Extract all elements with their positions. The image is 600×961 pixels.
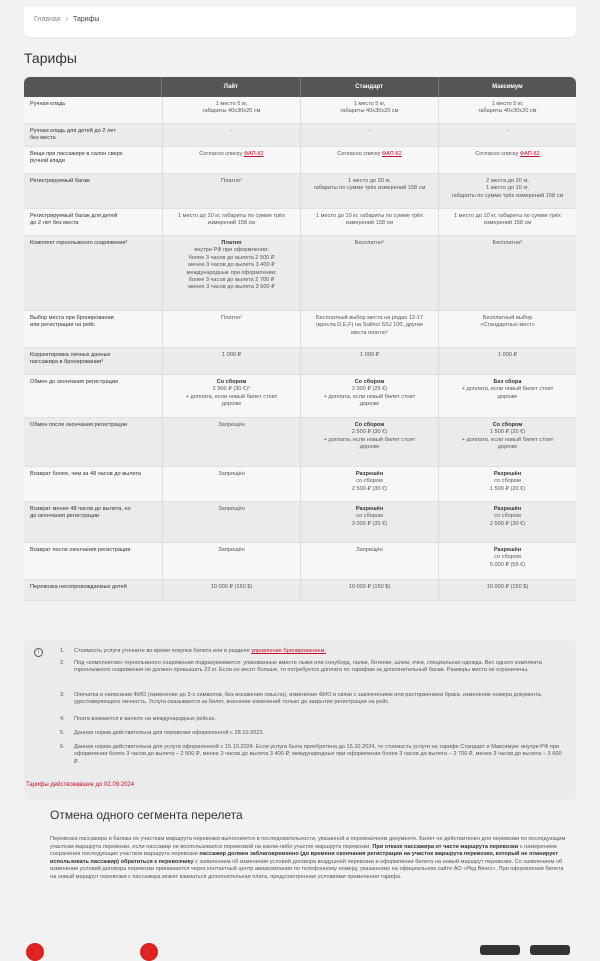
row-label: Ручная кладь для детей до 2 лет без места [30, 128, 116, 142]
google-play-badge[interactable] [530, 945, 570, 955]
row-label: Выбор места при бронировании или регистрации на рейс [30, 315, 114, 329]
row-value: 10 000 ₽ (150 $) [300, 580, 438, 600]
section-text: Перевозка пассажира и багажа по участкам маршрута перевозки выполняется в последовательности, указанной в перевозочном документе. Билет не действителен для перевозки по последующим участкам маршрута перевозки, если пассажир не воспользовался перевозкой на каком-либо участке маршрута перевозки. При отказе пассажира от части маршрута перевозки с намерением сохранения последующих участков маршрута перевозки пассажир должен заблаговременно (до времени окончания регистрации на участок маршрута перевозки, который не планирует использовать пассажир) обратиться к перевозчику с заявлением об изменении условий договора воздушной перевозки и оформлении билета на новый маршрут перевозки. Со заявлением об изменении условий договора перевозки принимается через контактный центр авиакомпании по телефонному номеру, указанному на официальном сайте АО «Ред Вингс». При оформлении билета на новый маршрут перевозки с пассажира может взиматься дополнительная плата, предусмотренная условиями применения тарифа. [50, 836, 566, 880]
row-label: Возврат после окончания регистрации [30, 547, 131, 553]
row-label: Ручная кладь [30, 101, 66, 107]
row-value: Бесплатно⁶ [438, 236, 576, 310]
row-value: Бесплатный выбор места на рядах 12-17 (кресла D,E,F) на Sukhoi SSJ 100, другие места платно¹ [300, 311, 438, 347]
row-value: Запрещён [300, 543, 438, 579]
row-value: 1 место до 10 кг, габариты по сумме трёх измерений 158 см [300, 209, 438, 235]
row-value: 1 000 ₽ [162, 348, 300, 374]
fap-82-link[interactable]: ФАП-82 [243, 151, 264, 157]
row-value: 1 место до 10 кг, габариты по сумме трёх измерений 158 см [162, 209, 300, 235]
row-label: Регистрируемый багаж [30, 178, 90, 184]
row-label: Корректировка личных данных пассажира в бронировании³ [30, 352, 111, 366]
row-value: 2 места до 20 кг, 1 место до 10 кг, габариты по сумме трёх измерений 158 см [438, 174, 576, 208]
notes-panel [24, 640, 576, 800]
table-row [24, 209, 576, 236]
row-value: 1 место до 10 кг, габариты по сумме трёх измерений 158 см [438, 209, 576, 235]
row-value: - [438, 124, 576, 146]
row-value: 1 000 ₽ [300, 348, 438, 374]
breadcrumb-current: Тарифы [73, 16, 100, 23]
table-row [24, 236, 576, 311]
table-row [24, 311, 576, 348]
row-value: Бесплатно⁶ [300, 236, 438, 310]
table-body [24, 97, 576, 601]
row-value: Платно¹ [162, 174, 300, 208]
breadcrumb-bar [24, 7, 576, 37]
row-value: Со сбором 2 000 ₽ (25 €) + доплата, если новый билет стоит дороже [300, 375, 438, 417]
row-label: Перевозка несопровождаемых детей [30, 584, 127, 590]
old-tariffs-link[interactable]: Тарифы действовавшие до 02.09.2024 [26, 782, 135, 788]
table-row [24, 124, 576, 147]
table-header [24, 77, 576, 97]
footer-logo-icon [26, 943, 44, 961]
row-value: Со сбором 2 500 ₽ (30 €)⁴ + доплата, если новый билет стоит дороже [162, 375, 300, 417]
note-4: 4. Плата взимается в валюте на международных рейсах. [60, 716, 216, 722]
note-2-text: Под «комплектом» горнолыжного снаряжения подразумевается: упакованные вместе лыжи или сноуборд, палки, ботинки, шлем, очки, специальная одежда. Вес одного комплекта горнолыжного снаряжения не должен превышать 23 кг. Если он весит больше, то потребуется доплата по тарифам за дополнительный багаж. Размеры места не ограничены. [74, 660, 542, 674]
row-value: 1 место 5 кг, габариты 40х30х20 см [300, 97, 438, 123]
fap-82-link[interactable]: ФАП-82 [381, 151, 402, 157]
section-title: Отмена одного сегмента перелета [50, 808, 243, 822]
row-value: 10 000 ₽ (150 $) [162, 580, 300, 600]
row-value: Запрещён [162, 543, 300, 579]
row-label: Комплект горнолыжного снаряжения² [30, 240, 128, 246]
row-value: Бесплатный выбор «Стандартных мест» [438, 311, 576, 347]
row-value: Согласно списку ФАП-82 [300, 147, 438, 173]
tariff-table [24, 77, 576, 601]
breadcrumb-home[interactable]: Главная [34, 16, 61, 23]
row-label: Возврат более, чем за 48 часов до вылета [30, 471, 141, 477]
table-row [24, 543, 576, 580]
note-4-text: Плата взимается в валюте на международных рейсах. [74, 716, 216, 722]
row-value: Со сбором 1 500 ₽ (20 €) + доплата, если новый билет стоит дороже [438, 418, 576, 466]
note-3-text: Опечатка в написании ФИО (изменение до 3-х символов, без искажения смысла), изменение ФИО в связи с заключением или расторжением брака, изменение номера документа, удостоверяющего личность. Услуга оказывается за билет, внесение изменений только до закрытия регистрации на рейс. [74, 692, 543, 706]
row-value: 1 место 5 кг, габариты 40х30х20 см [438, 97, 576, 123]
page-title: Тарифы [24, 50, 77, 66]
table-row [24, 375, 576, 418]
row-value: Без сбора + доплата, если новый билет стоит дороже [438, 375, 576, 417]
manage-booking-link[interactable]: управление бронированием. [251, 648, 327, 654]
info-icon: i [34, 648, 43, 657]
note-6-text: Данная норма действительна для услуги оформленной с 15.10.2024. Если услуга была приобретена до 15.10.2024, то стоимость услуги на тарифе Стандарт и Максимум: внутри РФ при оформлении более 3 часов до вылета – 2 500 ₽, менее 3 часов до вылета 3 400 ₽; международные при оформлении более 3 часов до вылета – 2 700 ₽, менее 3 часов до вылета – 3 600 ₽. [74, 744, 562, 765]
note-1-text: Стоимость услуги уточните во время покупки билета или в разделе [74, 648, 250, 654]
row-value: Запрещён [162, 502, 300, 542]
row-value: 10 000 ₽ (150 $) [438, 580, 576, 600]
row-value: Разрешён со сбором 5 000 ₽ (55 €) [438, 543, 576, 579]
row-value: Согласно списку ФАП-82 [162, 147, 300, 173]
row-value: - [300, 124, 438, 146]
header-maximum: Максимум [438, 77, 576, 97]
row-value: Согласно списку ФАП-82 [438, 147, 576, 173]
app-store-badge[interactable] [480, 945, 520, 955]
table-row [24, 418, 576, 467]
row-label: Возврат менее 48 часов до вылета, но до окончания регистрации [30, 506, 131, 520]
breadcrumb [34, 16, 99, 23]
row-value: Разрешён со сбором 3 000 ₽ (35 €) [300, 502, 438, 542]
row-value: 1 место до 20 кг, габариты по сумме трёх измерений 158 см [300, 174, 438, 208]
row-label: Обмен после окончания регистрации [30, 422, 127, 428]
row-label: Обмен до окончания регистрации [30, 379, 119, 385]
row-value: Платно внутри РФ при оформлении: более 3 часов до вылета 2 500 ₽ менее 3 часов до вылета 3 400 ₽ международные при оформлении: более 3 часов до вылета 2 700 ₽ менее 3 часов до вылета 3 600 ₽ [162, 236, 300, 310]
table-row [24, 467, 576, 502]
row-value: - [162, 124, 300, 146]
header-light: Лайт [161, 77, 299, 97]
row-label: Регистрируемый багаж для детей до 2 лет без места [30, 213, 118, 227]
table-row [24, 97, 576, 124]
row-value: Разрешён со сбором 2 500 ₽ (30 €) [438, 502, 576, 542]
note-3: 3. Опечатка в написании ФИО (изменение до 3-х символов, без искажения смысла), изменение ФИО в связи с заключением или расторжением брака, изменение номера документа, удостоверяющего личность. Услуга оказывается за билет, внесение изменений только до закрытия регистрации на рейс. [60, 692, 543, 706]
note-2: 2. Под «комплектом» горнолыжного снаряжения подразумевается: упакованные вместе лыжи или сноуборд, палки, ботинки, шлем, очки, специальная одежда. Вес одного комплекта горнолыжного снаряжения не должен превышать 23 кг. Если он весит больше, то потребуется доплата по тарифам за дополнительный багаж. Размеры места не ограничены. [60, 660, 542, 674]
row-value: Запрещён [162, 418, 300, 466]
fap-82-link[interactable]: ФАП-82 [519, 151, 540, 157]
row-value: 1 000 ₽ [438, 348, 576, 374]
table-row [24, 147, 576, 174]
header-standard: Стандарт [300, 77, 438, 97]
table-row [24, 502, 576, 543]
table-row [24, 174, 576, 209]
note-1: 1. Стоимость услуги уточните во время покупки билета или в разделе управление бронированием. [60, 648, 327, 654]
note-6: 6. Данная норма действительна для услуги оформленной с 15.10.2024. Если услуга была приобретена до 15.10.2024, то стоимость услуги на тарифе Стандарт и Максимум: внутри РФ при оформлении более 3 часов до вылета – 2 500 ₽, менее 3 часов до вылета 3 400 ₽; международные при оформлении более 3 часов до вылета – 2 700 ₽, менее 3 часов до вылета – 3 600 ₽. [60, 744, 562, 765]
row-value: Разрешён со сбором 2 500 ₽ (30 €) [300, 467, 438, 501]
row-value: Со сбором 2 500 ₽ (30 €) + доплата, если новый билет стоит дороже [300, 418, 438, 466]
chevron-right-icon: › [65, 16, 68, 23]
header-empty [24, 77, 161, 97]
footer-logo-icon-2 [140, 943, 158, 961]
row-value: Платно¹ [162, 311, 300, 347]
row-value: Запрещён [162, 467, 300, 501]
row-label: Вещи при пассажире в салон сверх ручной клади [30, 151, 123, 165]
row-value: Разрешён со сбором 1 500 ₽ (20 €) [438, 467, 576, 501]
note-5: 5. Данная норма действительна для перевозки оформленной с 28.10.2023. [60, 730, 265, 736]
table-row [24, 580, 576, 601]
note-5-text: Данная норма действительна для перевозки оформленной с 28.10.2023. [74, 730, 265, 736]
table-row [24, 348, 576, 375]
row-value: 1 место 5 кг, габариты 40х30х20 см [162, 97, 300, 123]
